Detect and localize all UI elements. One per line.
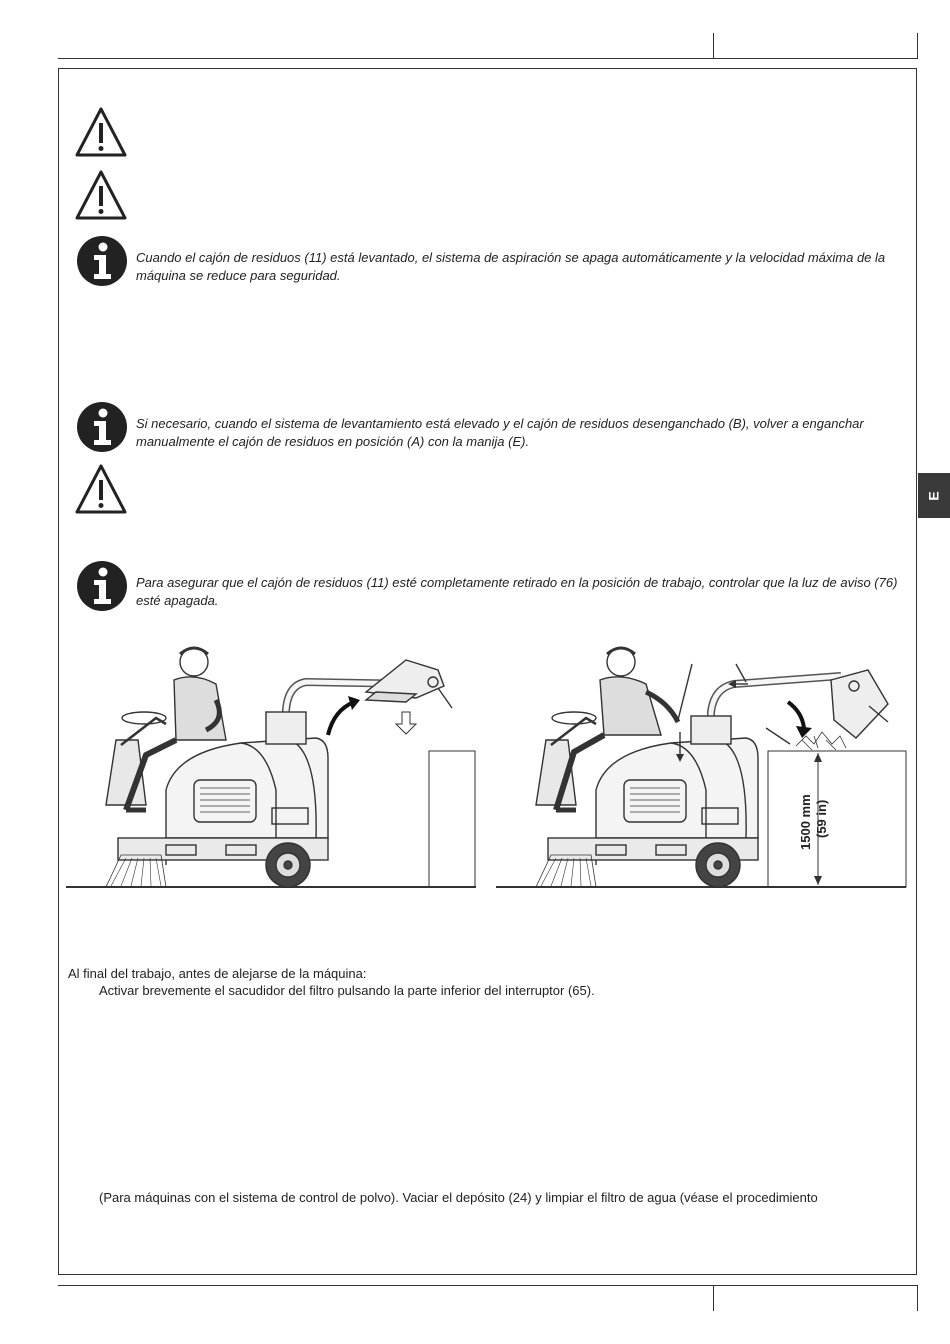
info-note: Para asegurar que el cajón de residuos (11) esté completamente retirado en la posición de trabajo, controlar que la luz de aviso (76) esté apagada.: [136, 575, 898, 608]
warning-icon: [74, 168, 128, 222]
height-dimension-label: [798, 794, 829, 850]
height-in: (59 in): [814, 799, 829, 838]
warning-icon: [74, 105, 128, 159]
info-note: Cuando el cajón de residuos (11) está levantado, el sistema de aspiración se apaga automáticamente y la velocidad máxima de la máquina se reduce para seguridad.: [136, 250, 886, 283]
step-filter-shaker: Activar brevemente el sacudidor del filtro pulsando la parte inferior del interruptor (65).: [99, 983, 595, 998]
height-mm: 1500 mm: [798, 794, 813, 850]
language-tab: [918, 473, 950, 518]
header-rule: [58, 58, 918, 59]
warning-icon: [74, 462, 128, 516]
end-of-work-heading: Al final del trabajo, antes de alejarse de la máquina:: [68, 966, 367, 981]
info-icon: [75, 234, 129, 288]
step-dust-control: (Para máquinas con el sistema de control de polvo). Vaciar el depósito (24) y limpiar el filtro de agua (véase el procedimiento: [99, 1190, 818, 1205]
sweeper-illustration-dumping: [496, 640, 908, 892]
footer-divider: [713, 1285, 714, 1311]
footer-divider: [917, 1285, 918, 1311]
footer-rule: [58, 1285, 918, 1286]
info-note: Si necesario, cuando el sistema de levantamiento está elevado y el cajón de residuos desenganchado (B), volver a enganchar manualmente el cajón de residuos en posición (A) con la manija (E).: [136, 416, 864, 449]
header-divider: [713, 33, 714, 58]
header-divider: [917, 33, 918, 58]
sweeper-illustration-raising: [66, 640, 478, 892]
language-tab-letter: E: [926, 490, 942, 501]
info-icon: [75, 400, 129, 454]
info-icon: [75, 559, 129, 613]
